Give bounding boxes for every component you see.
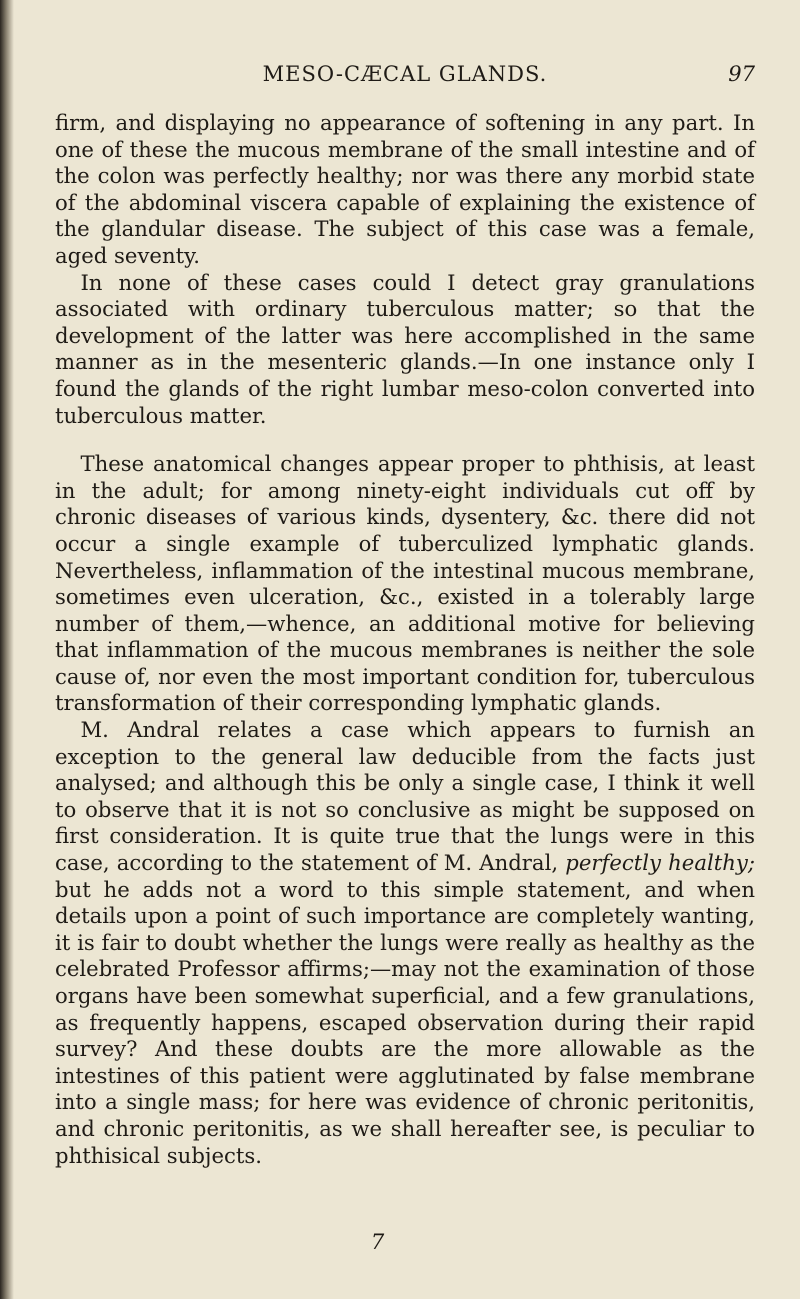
paragraph-4-part-b: but he adds not a word to this simple statement, and when details upon a point of such importance are completely wanting, it is fair to doubt whether the lungs were really as healthy as the celebrated Professor affirms;—may not the examination of those organs have been somewhat superficial, and a few granulations, as frequently happens, escaped observation during their rapid survey? And these doubts are the more allowable as the intestines of this patient were agglutinated by false membrane into a single mass; for here was evidence of chronic peritonitis, and chronic peritonitis, as we shall hereafter see, is peculiar to phthisical subjects. xyxy=(55,876,755,1168)
running-title: MESO-CÆCAL GLANDS. xyxy=(262,62,548,86)
page-header xyxy=(55,62,755,96)
paragraph-2: In none of these cases could I detect gray granulations associated with ordinary tuberculous matter; so that the development of the latter was here accomplished in the same manner as in the mesenteric glands.—In one instance only I found the glands of the right lumbar meso-colon converted into tuberculous matter. xyxy=(55,269,755,428)
page-number: 97 xyxy=(728,62,755,86)
paragraph-3: These anatomical changes appear proper to phthisis, at least in the adult; for among ninety-eight individuals cut off by chronic diseases of various kinds, dysentery, &c. there did not occur a single example of tuberculized lymphatic glands. Nevertheless, inflammation of the intestinal mucous membrane, sometimes even ulceration, &c., existed in a tolerably large number of them,—whence, an additional motive for believing that inflammation of the mucous membranes is neither the sole cause of, nor even the most important condition for, tuberculous transformation of their corresponding lymphatic glands. xyxy=(55,451,755,716)
paragraph-4-part-a: M. Andral relates a case which appears to furnish an exception to the general law deducible from the facts just analysed; and although this be only a single case, I think it well to observe that it is not so conclusive as might be supposed on first consideration. It is quite true that the lungs were in this case, according to the statement of M. Andral, xyxy=(55,717,755,876)
paragraph-4-emphasis: perfectly healthy; xyxy=(565,850,755,876)
signature-mark: 7 xyxy=(370,1230,385,1254)
page-binding-shadow xyxy=(0,0,14,1299)
paragraph-1: firm, and displaying no appearance of softening in any part. In one of these the mucous membrane of the small intestine and of the colon was perfectly healthy; nor was there any morbid state of the abdominal viscera capable of explaining the existence of the glandular disease. The subject of this case was a female, aged seventy. xyxy=(55,110,755,268)
paragraph-4 xyxy=(55,717,755,1169)
body-text xyxy=(55,110,755,1169)
